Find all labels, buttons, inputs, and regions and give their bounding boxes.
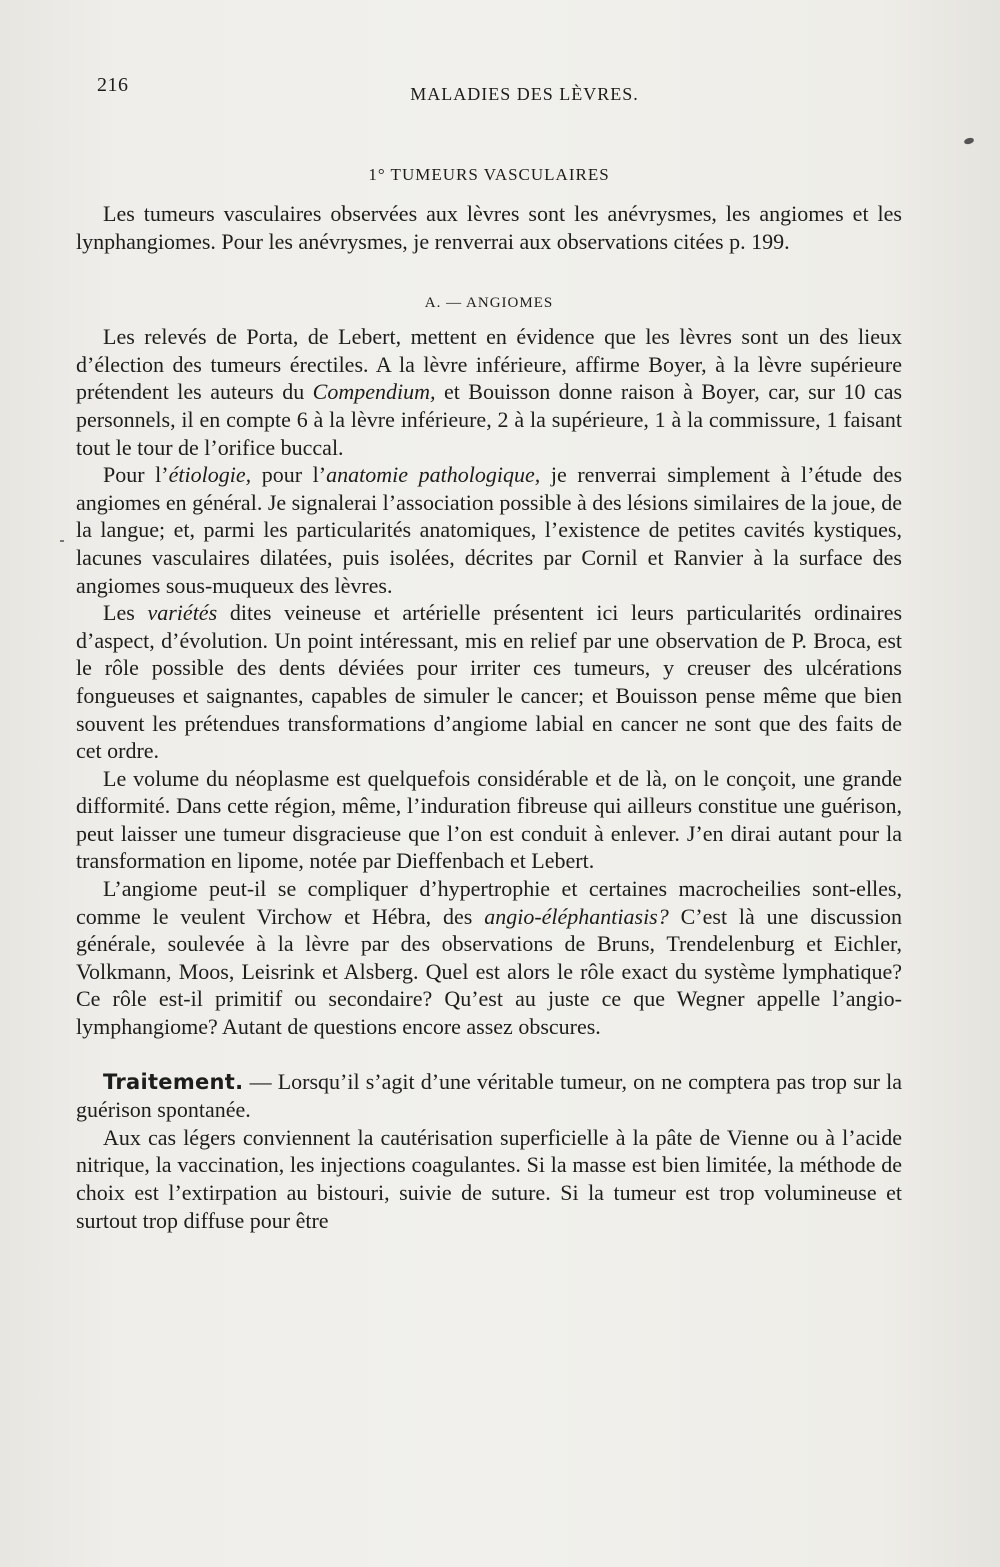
p2-c: je renverrai simplement à l’étude des angiomes en général. Je signalerai l’association possible à des lésions similaires de la joue, de la langue; et, parmi les particularités anatomiques, l’existence de petites cavités kystiques, lacunes vasculaires dilatées, puis isolées, décrites par Cornil et Ranvier à la surface des angiomes sous-muqueux des lèvres. bbox=[76, 462, 903, 598]
p1-italic: Compendium, bbox=[312, 379, 436, 405]
ink-dot-icon bbox=[60, 540, 64, 542]
p5-b: C’est là une discussion générale, soulevée à la lèvre par des observations de Bruns, Trendelenburg et Eichler, Volkmann, Moos, Leisrink et Alsberg. Quel est alors le rôle exact du système lymphatique? Ce rôle est-il primitif ou secondaire? Qu’est au juste ce que Wegner appelle l’angio-lymphangiome? Autant de questions encore assez obscures. bbox=[76, 903, 902, 1040]
paragraph-angiomes-1 bbox=[76, 323, 902, 461]
running-title: MALADIES DES LÈVRES. bbox=[410, 84, 639, 104]
paragraph-traitement-1 bbox=[76, 1068, 902, 1124]
p3-a: Les bbox=[103, 600, 135, 626]
p3-b: dites veineuse et artérielle présentent ici leurs particularités ordinaires d’aspect, d’évolution. Un point intéressant, mis en relief par une observation de P. Broca, est le rôle possible des dents déviées pour irriter ces tumeurs, y creuser des ulcérations fongueuses et saignantes, capables de simuler le cancer; et Bouisson pense même que bien souvent les prétendues transformations d’angiome labial en cancer ne sont que des faits de cet ordre. bbox=[76, 600, 903, 764]
p1-text: Les relevés de Porta, de Lebert, mettent en évidence que les lèvres sont un des lieux d’élection des tumeurs érectiles. A la lèvre inférieure, affirme Boyer, à la lèvre supérieure prétendent les auteurs du bbox=[76, 324, 902, 405]
subsection-title: A. — ANGIOMES bbox=[424, 295, 554, 312]
traitement-heading: Traitement. bbox=[103, 1069, 244, 1094]
paragraph-angiomes-3 bbox=[76, 599, 902, 765]
p2-italic-2: anatomie pathologique, bbox=[326, 462, 541, 488]
page-header bbox=[97, 74, 917, 110]
p2-b: pour l’ bbox=[261, 462, 327, 488]
p1-tail: et Bouisson donne raison à Boyer, car, sur 10 cas personnels, il en compte 6 à la lèvre inférieure, 2 à la supérieure, 1 à la commissure, 1 faisant tout le tour de l’orifice buccal. bbox=[76, 379, 903, 460]
paragraph-angiomes-4: Le volume du néoplasme est quelquefois considérable et de là, on le conçoit, une grande difformité. Dans cette région, même, l’induration fibreuse qui ailleurs constitue une guérison, peut laisser une tumeur disgracieuse que l’on est conduit à enlever. J’en dirai autant pour la transformation en lipome, notée par Dieffenbach et Lebert. bbox=[76, 765, 902, 874]
traitement-text: — Lorsqu’il s’agit d’une véritable tumeur, on ne comptera pas trop sur la guérison spontanée. bbox=[76, 1068, 903, 1123]
p2-a: Pour l’ bbox=[103, 462, 169, 488]
section-title: 1° TUMEURS VASCULAIRES bbox=[368, 165, 610, 184]
p5-italic: angio-éléphantiasis? bbox=[484, 903, 669, 929]
body-text bbox=[76, 164, 902, 1234]
intro-paragraph: Les tumeurs vasculaires observées aux lèvres sont les anévrysmes, les angiomes et les lynphangiomes. Pour les anévrysmes, je renverrai aux observations citées p. 199. bbox=[76, 201, 902, 254]
paragraph-angiomes-2 bbox=[76, 461, 902, 599]
paragraph-angiomes-5 bbox=[76, 875, 902, 1041]
p3-italic: variétés bbox=[147, 600, 218, 626]
p2-italic-1: étiologie, bbox=[168, 462, 252, 488]
p5-a: L’angiome peut-il se compliquer d’hypertrophie et certaines macrocheilies sont-elles, comme le veulent Virchow et Hébra, des bbox=[76, 876, 902, 929]
ink-spot-icon bbox=[963, 137, 974, 145]
page-number: 216 bbox=[97, 74, 129, 96]
paragraph-traitement-2: Aux cas légers conviennent la cautérisation superficielle à la pâte de Vienne ou à l’acide nitrique, la vaccination, les injections coagulantes. Si la masse est bien limitée, la méthode de choix est l’extirpation au bistouri, suivie de suture. Si la tumeur est trop volumineuse et surtout trop diffuse pour être bbox=[76, 1124, 902, 1233]
